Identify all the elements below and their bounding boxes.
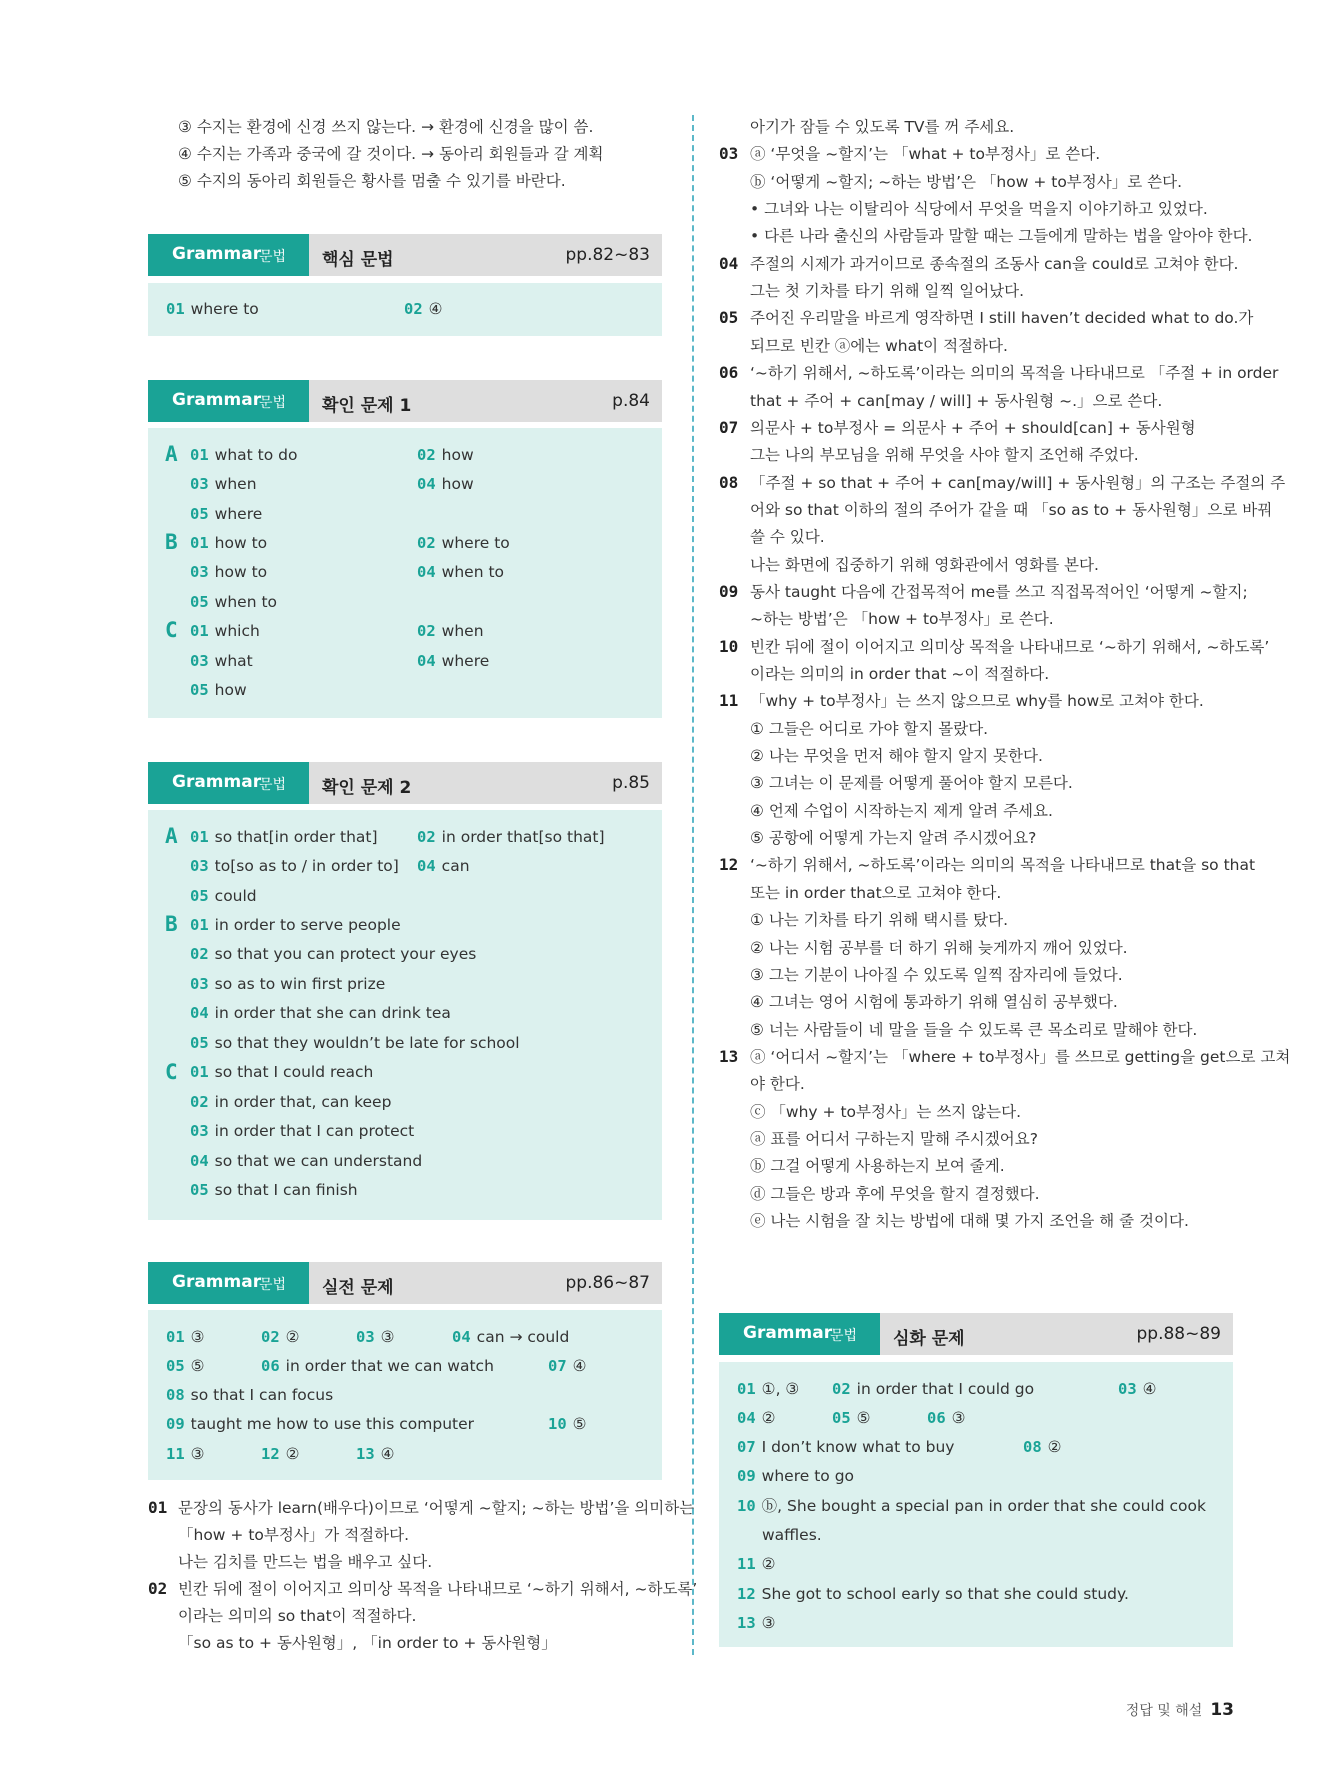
text-line: ⑤ 수지의 동아리 회원들은 황사를 멈출 수 있기를 바란다. [178, 172, 566, 190]
text-line: • 다른 나라 출신의 사람들과 말할 때는 그들에게 말하는 법을 알아야 한다. [750, 227, 1253, 245]
text-line: ⓒ 「why + to부정사」는 쓰지 않는다. [750, 1103, 1022, 1121]
answer-item: 05 when to [190, 593, 278, 611]
answer-item: 03 so as to win first prize [190, 975, 386, 993]
answer-item: 05 so that they wouldn’t be late for school [190, 1034, 520, 1052]
answer-item: 06 ③ [927, 1409, 966, 1427]
answer-item: 04 so that we can understand [190, 1152, 423, 1170]
text-line: ④ 그녀는 영어 시험에 통과하기 위해 열심히 공부했다. [750, 993, 1118, 1011]
answer-item: 01 so that[in order that] [190, 828, 378, 846]
answer-item: 03 ③ [356, 1328, 395, 1346]
question-number: 04 [719, 254, 739, 273]
question-number: 07 [719, 418, 739, 437]
page-range: pp.88~89 [1136, 1324, 1221, 1344]
section-title: 심화 문제 [893, 1329, 965, 1349]
answer-item: 02 in order that, can keep [190, 1093, 392, 1111]
answer-item: 01 how to [190, 534, 268, 552]
text-line: ④ 수지는 가족과 중국에 갈 것이다. → 동아리 회원들과 갈 계획 [178, 145, 604, 163]
answer-item: 02 in order that[so that] [417, 828, 605, 846]
answer-item: 10 ⑤ [548, 1415, 587, 1433]
section-title: 실전 문제 [322, 1278, 394, 1298]
section-letter: C [165, 618, 178, 642]
text-line: ③ 그는 기분이 나아질 수 있도록 일찍 잠자리에 들었다. [750, 966, 1123, 984]
text-line: ⓓ 그들은 방과 후에 무엇을 할지 결정했다. [750, 1185, 1040, 1203]
text-line: 아기가 잠들 수 있도록 TV를 꺼 주세요. [750, 118, 1015, 136]
text-line: ⓐ 표를 어디서 구하는지 말해 주시겠어요? [750, 1130, 1038, 1148]
answer-item: 02 how [417, 446, 474, 464]
page-range: pp.86~87 [565, 1273, 650, 1293]
answer-item: 03 to[so as to / in order to] [190, 857, 399, 875]
text-line: ⓑ ‘어떻게 ~할지; ~하는 방법’은 「how + to부정사」로 쓴다. [750, 173, 1182, 191]
text-line: 의문사 + to부정사 = 의문사 + 주어 + should[can] + 동사원형 [750, 419, 1196, 437]
text-line: ‘~하기 위해서, ~하도록’이라는 의미의 목적을 나타내므로 that을 so that [750, 856, 1256, 874]
text-line: 「how + to부정사」가 적절하다. [178, 1526, 410, 1544]
answer-item: 11 ② [737, 1555, 776, 1573]
question-number: 09 [719, 582, 739, 601]
text-line: ~하는 방법’은 「how + to부정사」로 쓴다. [750, 610, 1054, 628]
text-line: • 그녀와 나는 이탈리아 식당에서 무엇을 먹을지 이야기하고 있었다. [750, 200, 1208, 218]
text-line: ⓔ 나는 시험을 잘 치는 방법에 대해 몇 가지 조언을 해 줄 것이다. [750, 1212, 1189, 1230]
text-line: ① 나는 기차를 타기 위해 택시를 탔다. [750, 911, 1009, 929]
text-line: ⓐ ‘무엇을 ~할지’는 「what + to부정사」로 쓴다. [750, 145, 1101, 163]
answer-item: 02 ④ [404, 300, 443, 318]
answer-box [719, 1362, 1233, 1647]
answer-item: 05 ⑤ [832, 1409, 871, 1427]
answer-box [148, 810, 662, 1220]
footer-label: 정답 및 해설 [1125, 1703, 1203, 1719]
section-letter: C [165, 1060, 178, 1084]
answer-item: 03 ④ [1118, 1380, 1157, 1398]
answer-item: 03 when [190, 475, 257, 493]
answer-item: 04 where [417, 652, 490, 670]
answer-item: 04 in order that she can drink tea [190, 1004, 451, 1022]
answer-item: 01 ①, ③ [737, 1380, 800, 1398]
grammar-tag: Grammar 문법 [148, 380, 309, 422]
answer-item: 13 ③ [737, 1614, 776, 1632]
answer-item: 02 so that you can protect your eyes [190, 945, 477, 963]
answer-item: 05 where [190, 505, 263, 523]
answer-item: 02 in order that I could go [832, 1380, 1035, 1398]
answer-box [148, 283, 662, 336]
text-line: 쓸 수 있다. [750, 528, 825, 546]
text-line: ③ 수지는 환경에 신경 쓰지 않는다. → 환경에 신경을 많이 씀. [178, 118, 594, 136]
text-line: 이라는 의미의 in order that ~이 적절하다. [750, 665, 1050, 683]
text-line: ② 나는 무엇을 먼저 해야 할지 알지 못한다. [750, 747, 1043, 765]
text-line: ② 나는 시험 공부를 더 하기 위해 늦게까지 깨어 있었다. [750, 939, 1128, 957]
text-line: ⓐ ‘어디서 ~할지’는 「where + to부정사」를 쓰므로 getting을 get으로 고쳐 [750, 1048, 1291, 1066]
answer-item: 01 ③ [166, 1328, 205, 1346]
text-line: ④ 언제 수업이 시작하는지 제게 알려 주세요. [750, 802, 1053, 820]
answer-item: 07 ④ [548, 1357, 587, 1375]
answer-item: 02 where to [417, 534, 510, 552]
text-line: 그는 첫 기차를 타기 위해 일찍 일어났다. [750, 282, 1025, 300]
answer-item: 01 what to do [190, 446, 298, 464]
page-number: 13 [1210, 1700, 1234, 1720]
text-line: 야 한다. [750, 1075, 805, 1093]
question-number: 06 [719, 363, 739, 382]
text-line: 그는 나의 부모님을 위해 무엇을 사야 할지 조언해 주었다. [750, 446, 1139, 464]
answer-item: 09 taught me how to use this computer [166, 1415, 475, 1433]
answer-item: 03 in order that I can protect [190, 1122, 415, 1140]
page-range: p.85 [612, 773, 650, 793]
section-header [148, 234, 662, 276]
section-letter: A [165, 442, 178, 466]
text-line: 문장의 동사가 learn(배우다)이므로 ‘어떻게 ~할지; ~하는 방법’을 의미하는 [178, 1499, 695, 1517]
question-number: 08 [719, 473, 739, 492]
answer-item: 13 ④ [356, 1445, 395, 1463]
text-line: ③ 그녀는 이 문제를 어떻게 풀어야 할지 모른다. [750, 774, 1073, 792]
section-header [148, 1262, 662, 1304]
answer-item: 03 what [190, 652, 253, 670]
section-header [719, 1313, 1233, 1355]
answer-item: 06 in order that we can watch [261, 1357, 494, 1375]
answer-item: 05 so that I can finish [190, 1181, 358, 1199]
answer-item: 05 ⑤ [166, 1357, 205, 1375]
text-line: 되므로 빈칸 ⓐ에는 what이 적절하다. [750, 337, 1008, 355]
answer-item: 04 can → could [452, 1328, 570, 1346]
text-line: 빈칸 뒤에 절이 이어지고 의미상 목적을 나타내므로 ‘~하기 위해서, ~하도록’ [750, 638, 1270, 656]
answer-item: 12 She got to school early so that she could study. [737, 1585, 1129, 1603]
answer-item: 05 how [190, 681, 247, 699]
text-line: 나는 김치를 만드는 법을 배우고 싶다. [178, 1553, 433, 1571]
text-line: 「why + to부정사」는 쓰지 않으므로 why를 how로 고쳐야 한다. [750, 692, 1204, 710]
answer-item: 04 how [417, 475, 474, 493]
text-line: 어와 so that 이하의 절의 주어가 같을 때 「so as to + 동사원형」으로 바꿔 [750, 501, 1273, 519]
text-line: 나는 화면에 집중하기 위해 영화관에서 영화를 본다. [750, 556, 1099, 574]
answer-item: waffles. [762, 1526, 822, 1544]
section-title: 핵심 문법 [322, 250, 394, 270]
answer-item: 02 ② [261, 1328, 300, 1346]
text-line: 이라는 의미의 so that이 적절하다. [178, 1607, 417, 1625]
question-number: 05 [719, 308, 739, 327]
page-range: p.84 [612, 391, 650, 411]
text-line: that + 주어 + can[may / will] + 동사원형 ~.」으로 쓴다. [750, 392, 1163, 410]
answer-item: 12 ② [261, 1445, 300, 1463]
section-title: 확인 문제 1 [322, 396, 412, 416]
section-letter: B [165, 530, 178, 554]
text-line: ⑤ 공항에 어떻게 가는지 알려 주시겠어요? [750, 829, 1037, 847]
text-line: 또는 in order that으로 고쳐야 한다. [750, 884, 1002, 902]
answer-item: 09 where to go [737, 1467, 855, 1485]
question-number: 01 [148, 1498, 168, 1517]
question-number: 11 [719, 691, 739, 710]
text-line: 주절의 시제가 과거이므로 종속절의 조동사 can을 could로 고쳐야 한다. [750, 255, 1239, 273]
answer-item: 04 ② [737, 1409, 776, 1427]
answer-item: 01 in order to serve people [190, 916, 401, 934]
question-number: 02 [148, 1579, 168, 1598]
answer-item: 02 when [417, 622, 484, 640]
text-line: 「so as to + 동사원형」, 「in order to + 동사원형」 [178, 1634, 557, 1652]
answer-item: 07 I don’t know what to buy [737, 1438, 955, 1456]
answer-item: 05 could [190, 887, 257, 905]
text-line: ① 그들은 어디로 가야 할지 몰랐다. [750, 720, 989, 738]
grammar-tag: Grammar 문법 [719, 1313, 880, 1355]
text-line: 「주절 + so that + 주어 + can[may/will] + 동사원형」의 구조는 주절의 주 [750, 474, 1286, 492]
page-range: pp.82~83 [565, 245, 650, 265]
grammar-tag: Grammar 문법 [148, 762, 309, 804]
column-divider [692, 115, 694, 1655]
answer-item: 01 where to [166, 300, 259, 318]
answer-box [148, 428, 662, 718]
question-number: 03 [719, 144, 739, 163]
grammar-tag: Grammar 문법 [148, 1262, 309, 1304]
answer-item: 08 ② [1023, 1438, 1062, 1456]
answer-item: 11 ③ [166, 1445, 205, 1463]
text-line: 주어진 우리말을 바르게 영작하면 I still haven’t decided what to do.가 [750, 309, 1254, 327]
section-header [148, 380, 662, 422]
answer-item: 04 when to [417, 563, 505, 581]
text-line: ‘~하기 위해서, ~하도록’이라는 의미의 목적을 나타내므로 「주절 + in order [750, 364, 1279, 382]
section-header [148, 762, 662, 804]
question-number: 13 [719, 1047, 739, 1066]
page-footer [1126, 1700, 1234, 1720]
question-number: 12 [719, 855, 739, 874]
answer-item: 03 how to [190, 563, 268, 581]
question-number: 10 [719, 637, 739, 656]
grammar-tag: Grammar 문법 [148, 234, 309, 276]
answer-item: 04 can [417, 857, 470, 875]
answer-box [148, 1310, 662, 1480]
section-title: 확인 문제 2 [322, 778, 412, 798]
text-line: 빈칸 뒤에 절이 이어지고 의미상 목적을 나타내므로 ‘~하기 위해서, ~하도록’ [178, 1580, 698, 1598]
text-line: ⑤ 너는 사람들이 네 말을 들을 수 있도록 큰 목소리로 말해야 한다. [750, 1021, 1198, 1039]
answer-item: 10 ⓑ, She bought a special pan in order that she could cook [737, 1497, 1206, 1515]
section-letter: A [165, 824, 178, 848]
text-line: 동사 taught 다음에 간접목적어 me를 쓰고 직접목적어인 ‘어떻게 ~할지; [750, 583, 1248, 601]
section-letter: B [165, 912, 178, 936]
answer-item: 01 which [190, 622, 260, 640]
text-line: ⓑ 그걸 어떻게 사용하는지 보여 줄게. [750, 1157, 1005, 1175]
answer-item: 01 so that I could reach [190, 1063, 374, 1081]
answer-item: 08 so that I can focus [166, 1386, 334, 1404]
